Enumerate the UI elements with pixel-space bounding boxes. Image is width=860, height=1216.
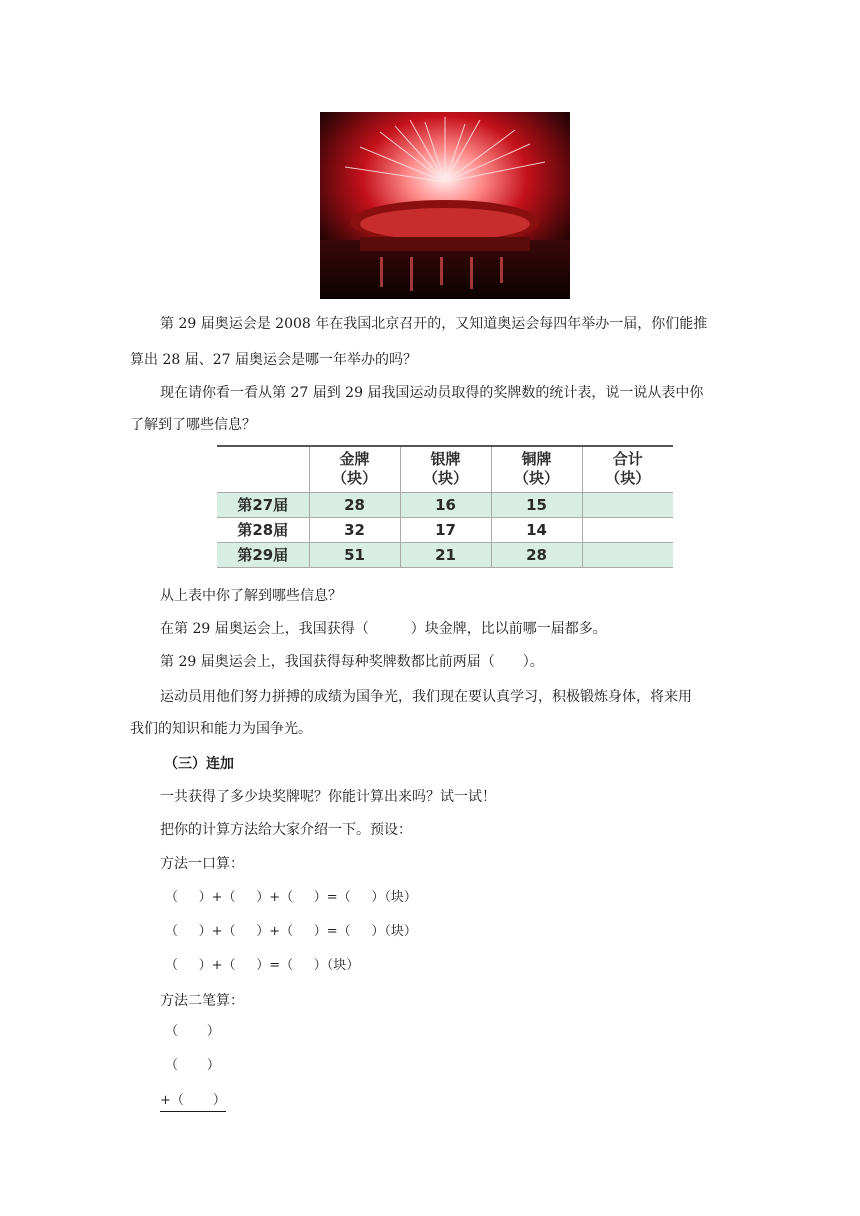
equation-blank-3: （ ）+（ ）=（ ）（块） [165, 958, 360, 973]
question-compare: 第 29 届奥运会上，我国获得每种奖牌数都比前两届（ ）。 [160, 654, 544, 670]
bronze-cell: 14 [491, 517, 582, 542]
equation-blank-2: （ ）+（ ）+（ ）=（ ）（块） [165, 924, 417, 939]
gold-cell: 51 [309, 542, 400, 567]
fireworks-stadium-photo [320, 112, 570, 299]
question-gold-count: 在第 29 届奥运会上，我国获得（ ）块金牌，比以前哪一届都多。 [160, 621, 607, 637]
table-header-row [217, 446, 673, 492]
equation-blank-1: （ ）+（ ）+（ ）=（ ）（块） [165, 890, 417, 905]
section-heading: （三）连加 [164, 756, 234, 772]
column-addend-2: （ ） [165, 1058, 220, 1073]
prompt-method: 把你的计算方法给大家介绍一下。预设： [160, 822, 412, 838]
table-header-total: 合计 （块） [605, 450, 651, 488]
total-cell [582, 492, 673, 517]
column-addend-1: （ ） [165, 1024, 220, 1039]
fireworks-illustration [320, 112, 570, 299]
table-header-cell [217, 446, 309, 492]
table-header-gold: 金牌 （块） [309, 446, 400, 492]
column-addend-3: +（ ） [160, 1091, 226, 1112]
table-row [217, 517, 673, 542]
paragraph-line: 第 29 届奥运会是 2008 年在我国北京召开的，又知道奥运会每四年举办一届，你们能推 [160, 316, 708, 332]
paragraph-line: 了解到了哪些信息？ [130, 417, 256, 433]
prompt-total-medals: 一共获得了多少块奖牌呢？你能计算出来吗？试一试！ [160, 789, 496, 805]
total-cell [582, 517, 673, 542]
silver-cell: 16 [400, 492, 491, 517]
bronze-cell: 28 [491, 542, 582, 567]
method-one-label: 方法一口算： [160, 856, 244, 872]
paragraph-line: 我们的知识和能力为国争光。 [130, 721, 312, 737]
paragraph-line: 算出 28 届、27 届奥运会是哪一年举办的吗？ [130, 352, 417, 368]
silver-cell: 21 [400, 542, 491, 567]
method-two-label: 方法二笔算： [160, 993, 244, 1009]
row-label: 第29届 [217, 542, 309, 567]
row-label: 第28届 [217, 517, 309, 542]
paragraph-line: 运动员用他们努力拼搏的成绩为国争光，我们现在要认真学习，积极锻炼身体，将来用 [160, 689, 692, 705]
table-header-bronze: 铜牌 （块） [491, 446, 582, 492]
table-row [217, 542, 673, 567]
paragraph-table-intro [130, 375, 730, 411]
paragraph-line: 现在请你看一看从第 27 届到 29 届我国运动员取得的奖牌数的统计表，说一说从表中你 [160, 385, 704, 401]
table-header-silver: 银牌 （块） [400, 446, 491, 492]
medal-table [217, 445, 673, 568]
paragraph-olympics-intro [130, 306, 730, 342]
silver-cell: 17 [400, 517, 491, 542]
row-label: 第27届 [217, 492, 309, 517]
gold-cell: 28 [309, 492, 400, 517]
table-row [217, 492, 673, 517]
gold-cell: 32 [309, 517, 400, 542]
total-cell [582, 542, 673, 567]
bronze-cell: 15 [491, 492, 582, 517]
question-info: 从上表中你了解到哪些信息？ [160, 588, 342, 604]
